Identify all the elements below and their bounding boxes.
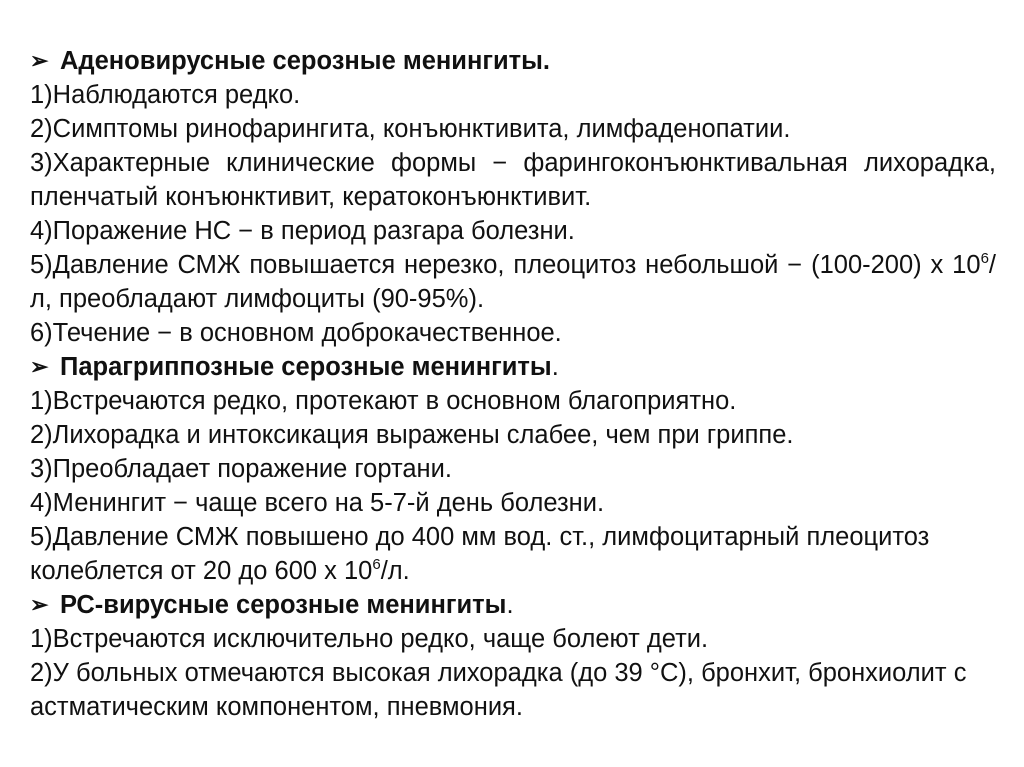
heading-dot: . — [506, 591, 514, 619]
list-item: 1)Встречаются редко, протекают в основном благоприятно. — [30, 387, 737, 415]
heading-text: Парагриппозные серозные менингиты — [60, 353, 552, 381]
slide-content — [30, 44, 996, 724]
list-item: 3)Преобладает поражение гортани. — [30, 455, 452, 483]
list-item: 2)У больных отмечаются высокая лихорадка (до 39 °С), бронхит, бронхиолит с астматическим компонентом, пневмония. — [30, 659, 967, 721]
list-item: 1)Встречаются исключительно редко, чаще болеют дети. — [30, 625, 709, 653]
list-item: 4)Поражение НС − в период разгара болезни. — [30, 217, 575, 245]
list-item — [30, 248, 996, 316]
item-text-tail: /л. — [380, 557, 410, 585]
list-item: 1)Наблюдаются редко. — [30, 81, 301, 109]
arrow-bullet-icon: ➢ — [30, 354, 49, 379]
list-item: 4)Менингит − чаще всего на 5-7-й день болезни. — [30, 489, 605, 517]
heading-dot: . — [551, 353, 559, 381]
list-item — [30, 520, 996, 588]
section-heading-parainfluenza — [30, 350, 996, 384]
superscript-exponent: 6 — [980, 250, 989, 267]
list-item: 3)Характерные клинические формы − фарингоконъюнктивальная лихорадка, пленчатый конъюнктивит, кератоконъюнктивит. — [30, 149, 996, 211]
heading-text: Аденовирусные серозные менингиты. — [60, 47, 551, 75]
list-item: 2)Симптомы ринофарингита, конъюнктивита, лимфаденопатии. — [30, 115, 791, 143]
superscript-exponent: 6 — [372, 556, 381, 573]
section-heading-rs-virus — [30, 588, 996, 622]
item-text: 5)Давление СМЖ повышается нерезко, плеоцитоз небольшой − (100-200) х 10 — [30, 251, 981, 279]
item-text: 5)Давление СМЖ повышено до 400 мм вод. ст., лимфоцитарный плеоцитоз колеблется от 20 до 600 х 10 — [30, 523, 930, 585]
section-heading-adenovirus — [30, 44, 996, 78]
arrow-bullet-icon: ➢ — [30, 48, 49, 73]
list-item: 2)Лихорадка и интоксикация выражены слабее, чем при гриппе. — [30, 421, 794, 449]
heading-text: РС-вирусные серозные менингиты — [60, 591, 507, 619]
arrow-bullet-icon: ➢ — [30, 592, 49, 617]
item-text-tail: /л, преобладают лимфоциты (90-95%). — [30, 251, 996, 313]
list-item: 6)Течение − в основном доброкачественное. — [30, 319, 562, 347]
